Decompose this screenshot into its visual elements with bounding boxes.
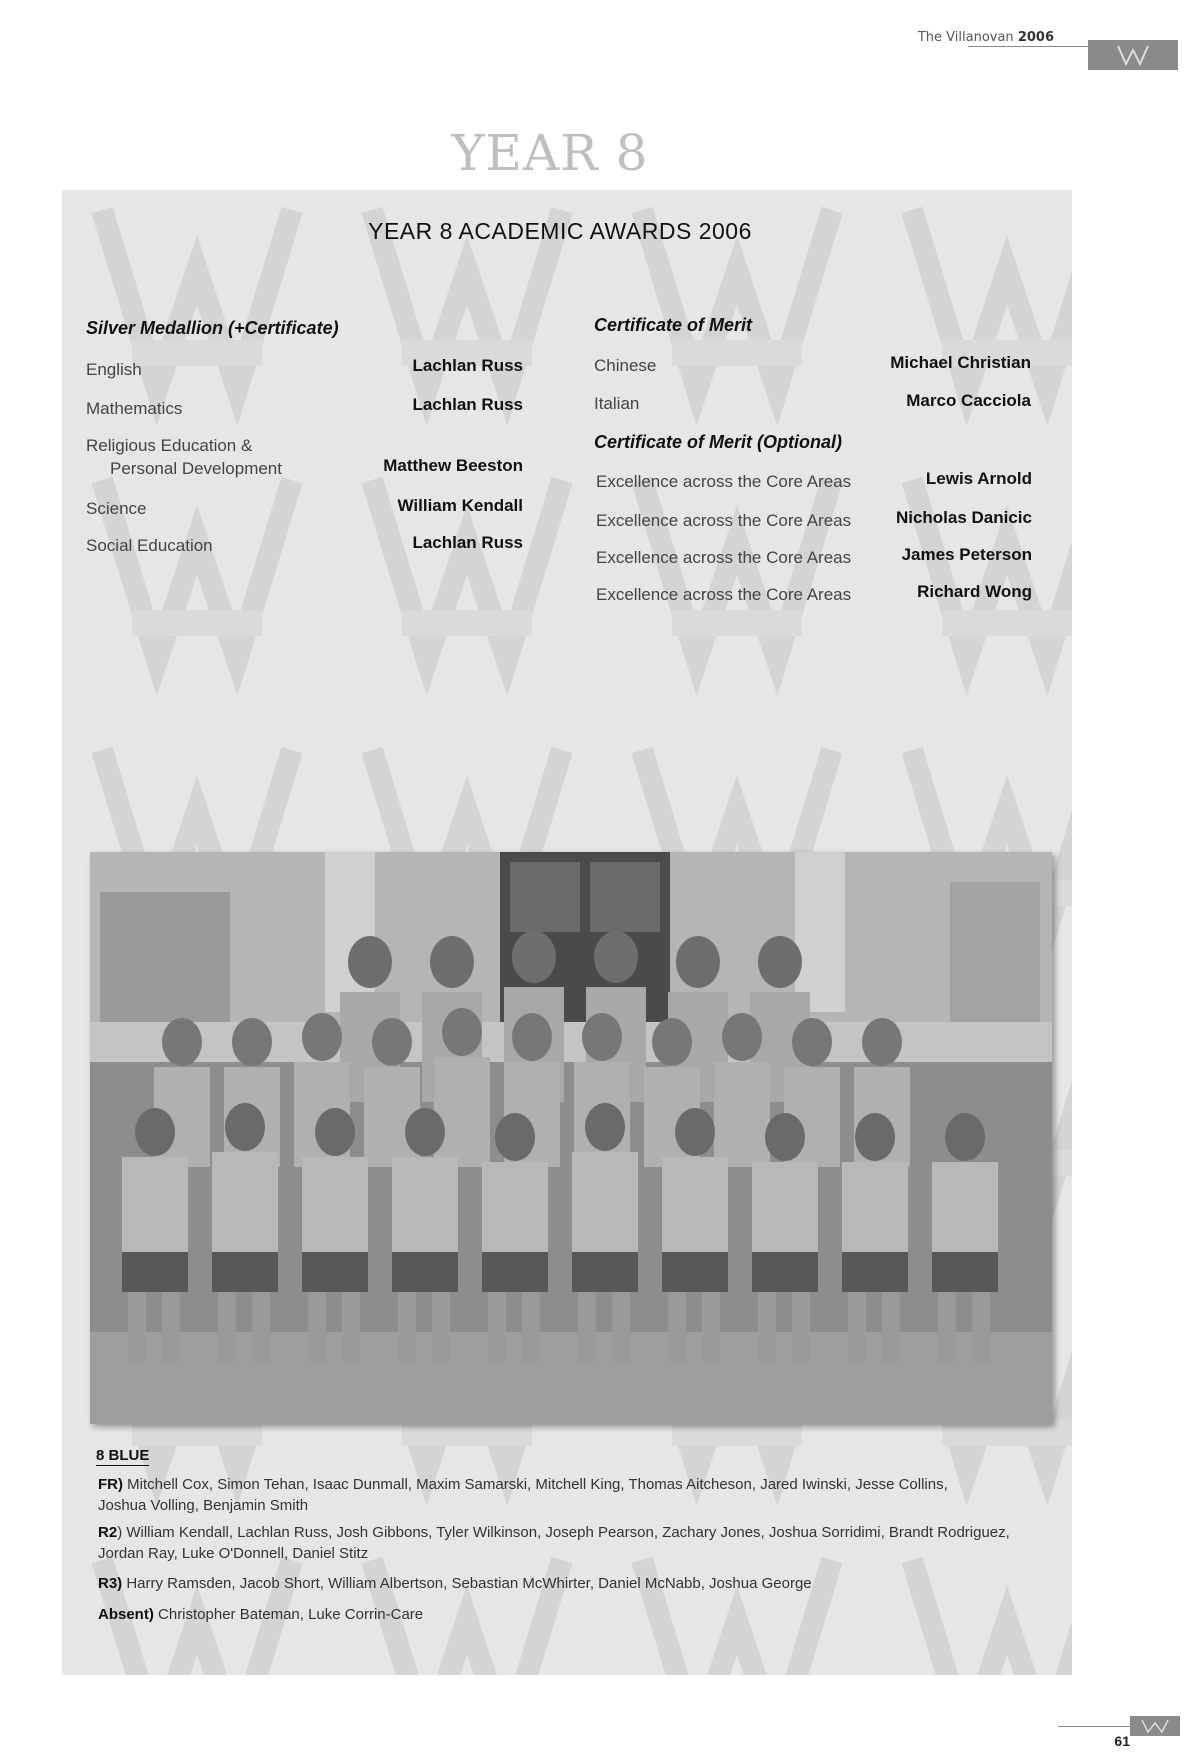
award-subject: Social Education: [86, 536, 213, 555]
awards-title: YEAR 8 ACADEMIC AWARDS 2006: [368, 218, 752, 244]
certificate-of-merit-heading: Certificate of Merit: [594, 315, 753, 335]
row-names: Mitchell Cox, Simon Tehan, Isaac Dunmall, Maxim Samarski, Mitchell King, Thomas Aitcheson, Jared Iwinski, Jesse Collins,: [127, 1476, 948, 1493]
award-recipient: Lachlan Russ: [412, 356, 523, 375]
row-label: R3): [98, 1575, 123, 1592]
award-subject: Italian: [594, 394, 640, 413]
award-recipient: Michael Christian: [890, 353, 1031, 372]
award-subject-continued: Personal Development: [110, 459, 282, 478]
publication-year: 2006: [1017, 30, 1054, 45]
row-names: ) William Kendall, Lachlan Russ, Josh Gibbons, Tyler Wilkinson, Joseph Pearson, Zachary Jones, Joshua Sorridimi, Brandt Rodriguez,: [117, 1524, 1010, 1541]
caption-row-2: [98, 1522, 1058, 1564]
award-subject: Religious Education &: [86, 436, 253, 455]
header-rule: [968, 46, 1108, 47]
class-photo-image: [90, 852, 1052, 1424]
publication-name: The Villanovan: [917, 30, 1014, 45]
award-subject: English: [86, 360, 142, 379]
class-photo: [90, 852, 1052, 1424]
caption-absent: [98, 1604, 1058, 1625]
footer-rule: [1058, 1726, 1138, 1727]
award-recipient: Matthew Beeston: [383, 456, 523, 475]
vv-footer-logo-icon: [1130, 1716, 1180, 1736]
section-title: YEAR 8: [451, 124, 649, 182]
row-label: FR): [98, 1476, 123, 1493]
award-recipient: William Kendall: [397, 496, 523, 515]
award-recipient: Lewis Arnold: [925, 469, 1032, 488]
award-subject: Excellence across the Core Areas: [596, 548, 852, 567]
running-header: [918, 30, 1054, 45]
vv-logo-icon: [1088, 40, 1178, 70]
row-label: R2: [98, 1524, 118, 1541]
certificate-of-merit-optional-heading: Certificate of Merit (Optional): [594, 432, 843, 452]
row-names-continued: Joshua Volling, Benjamin Smith: [98, 1497, 309, 1514]
award-recipient: Lachlan Russ: [412, 533, 523, 552]
award-recipient: Richard Wong: [917, 582, 1032, 601]
award-subject: Excellence across the Core Areas: [596, 472, 852, 491]
award-subject: Mathematics: [86, 399, 183, 418]
award-subject: Science: [86, 499, 147, 518]
caption-front-row: [98, 1474, 1058, 1516]
silver-medallion-heading: Silver Medallion (+Certificate): [86, 318, 339, 338]
page-number: 61: [1114, 1733, 1130, 1749]
award-recipient: Nicholas Danicic: [895, 508, 1032, 527]
award-subject: Excellence across the Core Areas: [596, 511, 852, 530]
row-names: Harry Ramsden, Jacob Short, William Albertson, Sebastian McWhirter, Daniel McNabb, Joshua George: [126, 1575, 812, 1592]
award-recipient: James Peterson: [901, 545, 1032, 564]
caption-row-3: [98, 1573, 1058, 1594]
award-subject: Chinese: [594, 356, 657, 375]
class-name: 8 BLUE: [96, 1447, 150, 1464]
award-recipient: Lachlan Russ: [412, 395, 523, 414]
award-subject: Excellence across the Core Areas: [596, 585, 852, 604]
row-names: Christopher Bateman, Luke Corrin-Care: [158, 1606, 424, 1623]
award-recipient: Marco Cacciola: [906, 391, 1031, 410]
row-label: Absent): [98, 1606, 154, 1623]
row-names-continued: Jordan Ray, Luke O'Donnell, Daniel Stitz: [98, 1545, 369, 1562]
